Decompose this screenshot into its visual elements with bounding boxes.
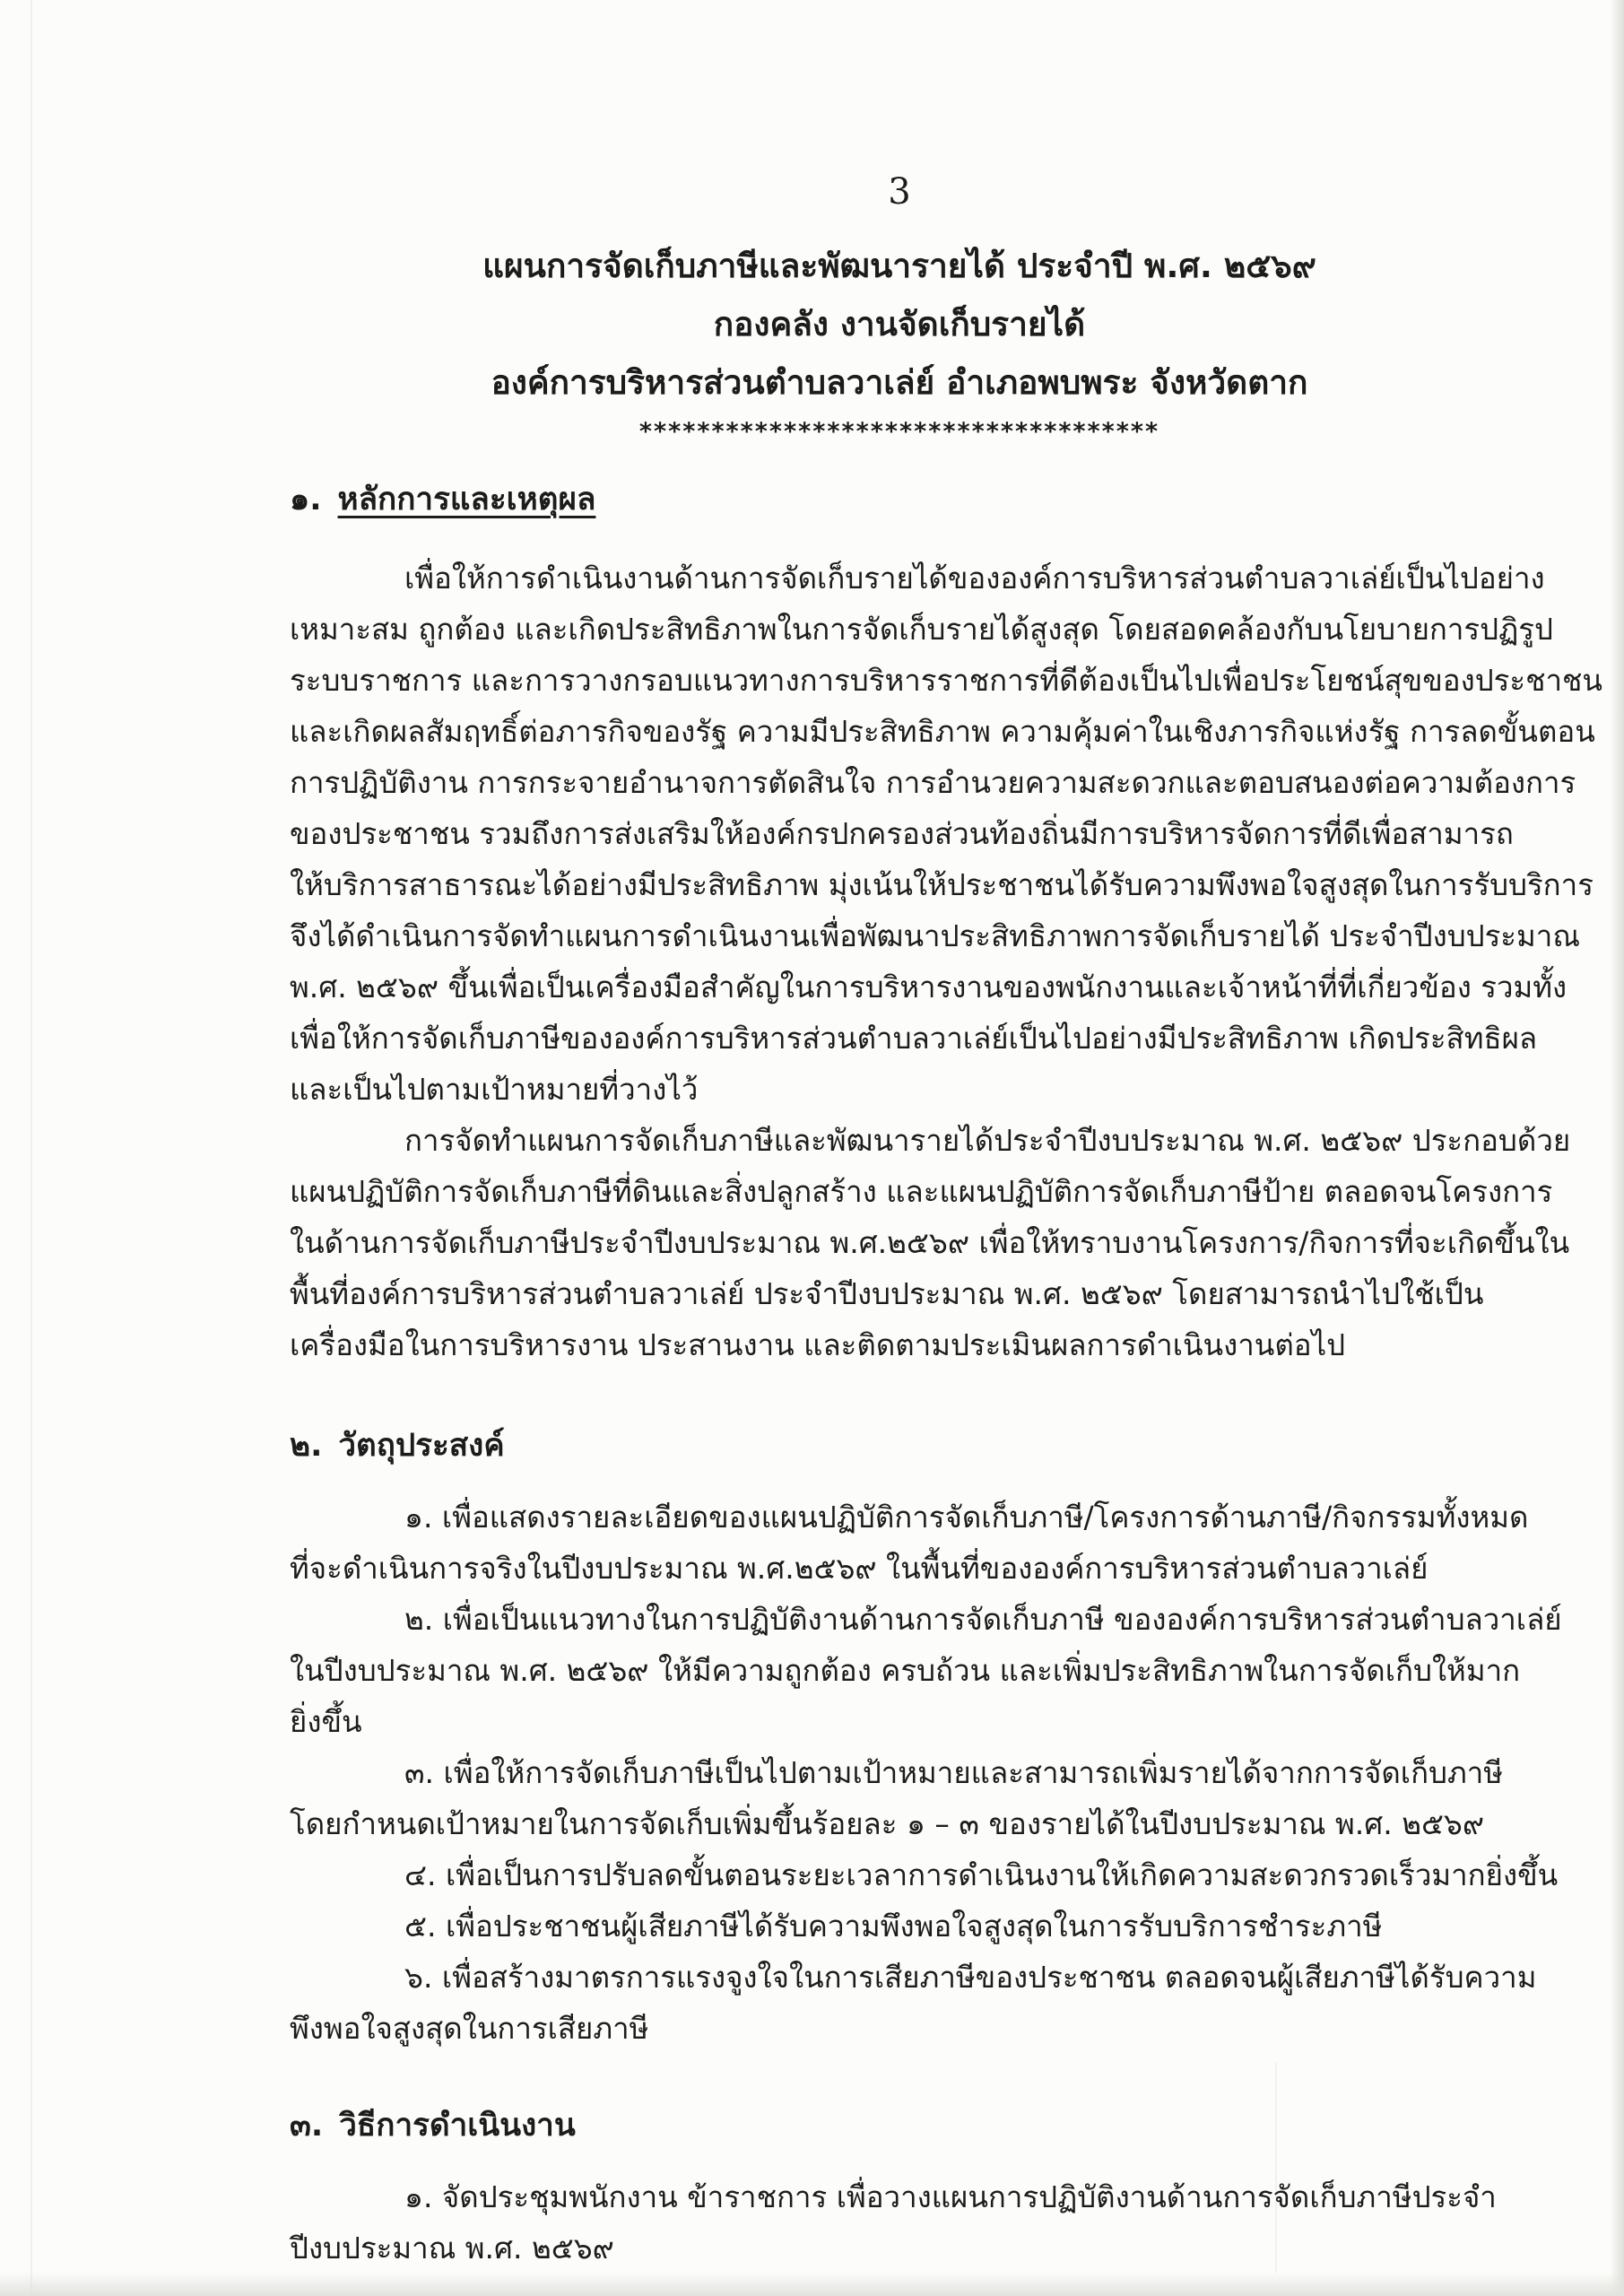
scan-edge-left: [30, 0, 32, 2296]
document-title-line-3: องค์การบริหารส่วนตำบลวาเล่ย์ อำเภอพบพระ จังหวัดตาก: [491, 363, 1308, 402]
section-2-items: [290, 1492, 1562, 2054]
list-item-line: ในปีงบประมาณ พ.ศ. ๒๕๖๙ ให้มีความถูกต้อง ครบถ้วน และเพิ่มประสิทธิภาพในการจัดเก็บให้มาก: [290, 1653, 1521, 1688]
list-item-line: พึงพอใจสูงสุดในการเสียภาษี: [290, 2011, 649, 2046]
list-item-line: ยิ่งขึ้น: [290, 1704, 362, 1739]
text-line: พื้นที่องค์การบริหารส่วนตำบลวาเล่ย์ ประจำปีงบประมาณ พ.ศ. ๒๕๖๙ โดยสามารถนำไปใช้เป็น: [290, 1276, 1484, 1311]
list-item-line: ปีงบประมาณ พ.ศ. ๒๕๖๙: [290, 2231, 614, 2266]
text-line: ให้บริการสาธารณะได้อย่างมีประสิทธิภาพ มุ่งเน้นให้ประชาชนได้รับความพึงพอใจสูงสุดในการรับบริการ: [290, 867, 1594, 902]
list-item-line: ๒. เพื่อเป็นแนวทางในการปฏิบัติงานด้านการจัดเก็บภาษี ขององค์การบริหารส่วนตำบลวาเล่ย์: [404, 1602, 1562, 1637]
section-2-heading: [290, 1421, 1509, 1472]
document-title-line-2: กองคลัง งานจัดเก็บรายได้: [713, 305, 1086, 344]
section-1-heading: [290, 474, 1509, 526]
text-line: ระบบราชการ และการวางกรอบแนวทางการบริหารราชการที่ดีต้องเป็นไปเพื่อประโยชน์สุขของประชาชน: [290, 663, 1602, 698]
text-line: พ.ศ. ๒๕๖๙ ขึ้นเพื่อเป็นเครื่องมือสำคัญในการบริหารงานของพนักงานและเจ้าหน้าที่ที่เกี่ยวข้อง รวมทั้ง: [290, 970, 1568, 1004]
text-line: เครื่องมือในการบริหารงาน ประสานงาน และติดตามประเมินผลการดำเนินงานต่อไป: [290, 1327, 1346, 1362]
text-line: เพื่อให้การดำเนินงานด้านการจัดเก็บรายได้ขององค์การบริหารส่วนตำบลวาเล่ย์เป็นไปอย่าง: [404, 561, 1545, 596]
text-line: การปฏิบัติงาน การกระจายอำนาจการตัดสินใจ การอำนวยความสะดวกและตอบสนองต่อความต้องการ: [290, 765, 1576, 800]
section-2-number: ๒.: [290, 1428, 323, 1464]
text-line: แผนปฏิบัติการจัดเก็บภาษีที่ดินและสิ่งปลูกสร้าง และแผนปฏิบัติการจัดเก็บภาษีป้าย ตลอดจนโครงการ: [290, 1174, 1553, 1209]
list-item-line: ที่จะดำเนินการจริงในปีงบประมาณ พ.ศ.๒๕๖๙ ในพื้นที่ขององค์การบริหารส่วนตำบลวาเล่ย์: [290, 1551, 1429, 1586]
text-line: ของประชาชน รวมถึงการส่งเสริมให้องค์กรปกครองส่วนท้องถิ่นมีการบริหารจัดการที่ดีเพื่อสามารถ: [290, 816, 1514, 851]
list-item-line: ๖. เพื่อสร้างมาตรการแรงจูงใจในการเสียภาษีของประชาชน ตลอดจนผู้เสียภาษีได้รับความ: [404, 1960, 1537, 1995]
list-item-line: ๓. เพื่อให้การจัดเก็บภาษีเป็นไปตามเป้าหมายและสามารถเพิ่มรายได้จากการจัดเก็บภาษี: [404, 1755, 1504, 1790]
text-line: จึงได้ดำเนินการจัดทำแผนการดำเนินงานเพื่อพัฒนาประสิทธิภาพการจัดเก็บรายได้ ประจำปีงบประมาณ: [290, 918, 1580, 953]
list-item-line: ๔. เพื่อเป็นการปรับลดขั้นตอนระยะเวลาการดำเนินงานให้เกิดความสะดวกรวดเร็วมากยิ่งขึ้น: [404, 1857, 1559, 1892]
asterisk-divider: ************************************: [638, 418, 1160, 446]
page-number: 3: [888, 171, 911, 213]
scan-edge-bottom: [0, 2273, 1624, 2296]
section-3-heading: [290, 2100, 1509, 2152]
list-item-line: ๑. เพื่อแสดงรายละเอียดของแผนปฏิบัติการจัดเก็บภาษี/โครงการด้านภาษี/กิจกรรมทั้งหมด: [404, 1500, 1529, 1535]
section-3-items: [290, 2171, 1509, 2274]
document-title-block: [290, 237, 1509, 453]
scan-edge-right: [1610, 0, 1624, 2296]
text-line: เพื่อให้การจัดเก็บภาษีขององค์การบริหารส่วนตำบลวาเล่ย์เป็นไปอย่างมีประสิทธิภาพ เกิดประสิทธิผล: [290, 1021, 1538, 1056]
section-1-number: ๑.: [290, 482, 322, 517]
document-title-line-1: แผนการจัดเก็บภาษีและพัฒนารายได้ ประจำปี พ.ศ. ๒๕๖๙: [482, 247, 1316, 285]
document-content: [290, 0, 1602, 2274]
text-line: ในด้านการจัดเก็บภาษีประจำปีงบประมาณ พ.ศ.๒๕๖๙ เพื่อให้ทราบงานโครงการ/กิจการที่จะเกิดขึ้นใน: [290, 1225, 1570, 1260]
text-line: เหมาะสม ถูกต้อง และเกิดประสิทธิภาพในการจัดเก็บรายได้สูงสุด โดยสอดคล้องกับนโยบายการปฏิรูป: [290, 612, 1553, 647]
text-line: และเป็นไปตามเป้าหมายที่วางไว้: [290, 1072, 699, 1107]
section-2-title: วัตถุประสงค์: [338, 1428, 505, 1464]
list-item-line: ๕. เพื่อประชาชนผู้เสียภาษีได้รับความพึงพอใจสูงสุดในการรับบริการชำระภาษี: [404, 1909, 1383, 1944]
section-1-title: หลักการและเหตุผล: [337, 482, 596, 517]
section-1-paragraph-2: [290, 1115, 1571, 1370]
section-3-number: ๓.: [290, 2108, 324, 2144]
list-item-line: ๑. จัดประชุมพนักงาน ข้าราชการ เพื่อวางแผนการปฏิบัติงานด้านการจัดเก็บภาษีประจำ: [404, 2179, 1497, 2214]
section-1-paragraph-1: [290, 552, 1602, 1115]
list-item-line: โดยกำหนดเป้าหมายในการจัดเก็บเพิ่มขึ้นร้อยละ ๑ – ๓ ของรายได้ในปีงบประมาณ พ.ศ. ๒๕๖๙: [290, 1806, 1485, 1841]
text-line: การจัดทำแผนการจัดเก็บภาษีและพัฒนารายได้ประจำปีงบประมาณ พ.ศ. ๒๕๖๙ ประกอบด้วย: [404, 1123, 1571, 1158]
section-3-title: วิธีการดำเนินงาน: [339, 2108, 576, 2144]
text-line: และเกิดผลสัมฤทธิ์ต่อภารกิจของรัฐ ความมีประสิทธิภาพ ความคุ้มค่าในเชิงภารกิจแห่งรัฐ การลดขั้นตอน: [290, 714, 1595, 749]
